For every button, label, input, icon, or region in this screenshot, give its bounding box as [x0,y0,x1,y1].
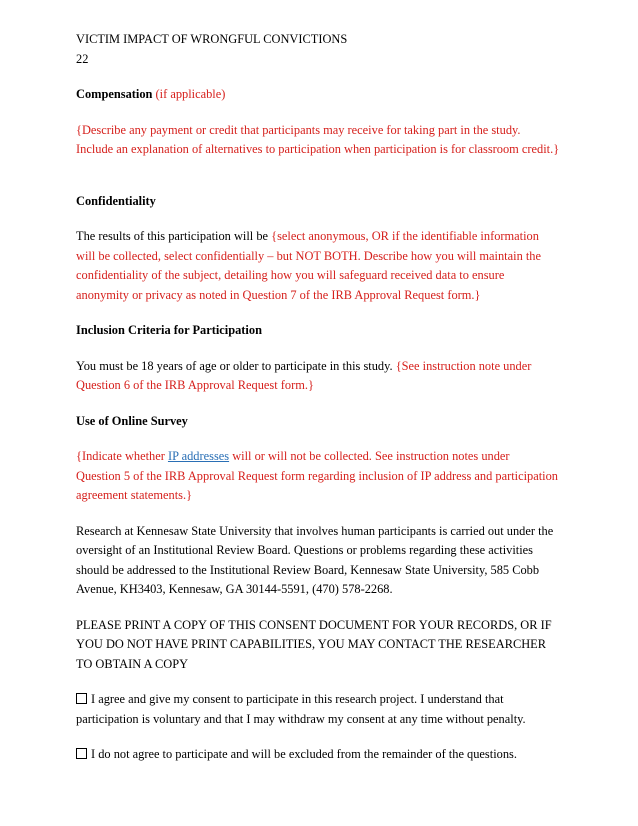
online-survey-line: agreement statements.} [76,488,193,502]
irb-line: Avenue, KH3403, Kennesaw, GA 30144-5591, (470) 578-2268. [76,582,393,596]
online-survey-text [76,447,578,506]
confidentiality-text-red: {select anonymous, OR if the identifiable information [271,229,539,243]
compensation-line: Include an explanation of alternatives to participation when participation is for classroom credit.} [76,142,560,156]
online-survey-heading: Use of Online Survey [76,413,188,428]
compensation-heading-note: (if applicable) [155,87,226,101]
running-title: VICTIM IMPACT OF WRONGFUL CONVICTIONS [76,32,348,46]
print-notice [76,616,578,675]
irb-line: Research at Kennesaw State University that involves human participants is carried out under the [76,523,554,538]
inclusion-text-black: You must be 18 years of age or older to participate in this study. [76,358,396,373]
consent-agree-option [76,690,578,729]
confidentiality-heading: Confidentiality [76,193,156,208]
irb-line: oversight of an Institutional Review Board. Questions or problems regarding these activities [76,543,533,557]
confidentiality-text-black: The results of this participation will be [76,229,272,243]
compensation-line: {Describe any payment or credit that participants may receive for taking part in the study. [76,122,521,137]
online-survey-text-pre: {Indicate whether [76,449,168,463]
online-survey-text-post: will or will not be collected. See instruction notes under [229,449,510,463]
inclusion-line: Question 6 of the IRB Approval Request form.} [76,378,314,392]
inclusion-text-red: {See instruction note under [395,358,532,373]
confidentiality-line: confidentiality of the subject, detailing how you will safeguard received data to ensure [76,268,505,282]
confidentiality-text [76,227,578,305]
section-compensation-heading [76,85,578,105]
print-notice-line: PLEASE PRINT A COPY OF THIS CONSENT DOCUMENT FOR YOUR RECORDS, OR IF [76,617,552,632]
online-survey-line: Question 5 of the IRB Approval Request form regarding inclusion of IP address and participation [76,468,558,483]
inclusion-heading: Inclusion Criteria for Participation [76,323,262,337]
agree-checkbox[interactable] [76,693,87,704]
print-notice-line: YOU DO NOT HAVE PRINT CAPABILITIES, YOU MAY CONTACT THE RESEARCHER [76,637,547,651]
irb-line: should be addressed to the Institutional Review Board, Kennesaw State University, 585 Cobb [76,562,540,577]
disagree-checkbox[interactable] [76,748,87,759]
confidentiality-line: will be collected, select confidentially – but NOT BOTH. Describe how you will maintain the [76,248,541,263]
confidentiality-line: anonymity or privacy as noted in Question 7 of the IRB Approval Request form.} [76,287,481,302]
compensation-instructions [76,121,578,160]
consent-disagree-option [76,745,578,765]
disagree-label: I do not agree to participate and will be excluded from the remainder of the questions. [91,747,517,761]
ip-addresses-link[interactable]: IP addresses [167,449,230,463]
page-header [76,30,578,69]
page-number: 22 [76,51,89,66]
compensation-heading: Compensation [76,87,153,101]
irb-contact-paragraph [76,522,578,600]
inclusion-text [76,357,578,396]
print-notice-line: TO OBTAIN A COPY [76,656,189,671]
agree-label-cont: participation is voluntary and that I may withdraw my consent at any time without penalty. [76,711,526,726]
agree-label: I agree and give my consent to participate in this research project. I understand that [91,692,504,706]
